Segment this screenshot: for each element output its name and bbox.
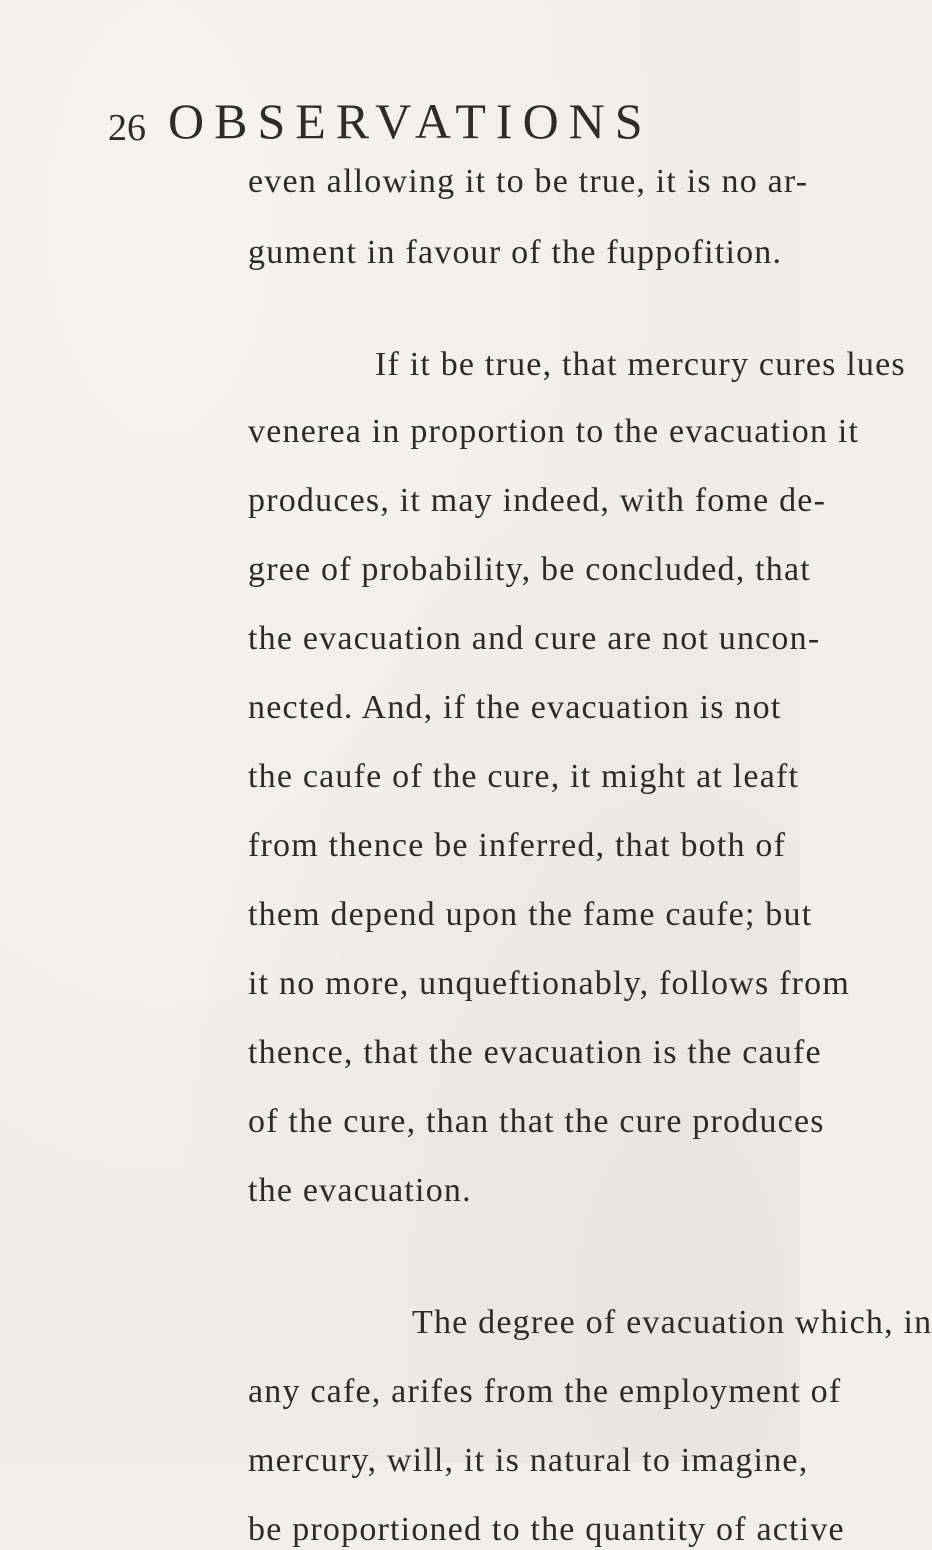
text-line: gument in favour of the fuppofition. <box>248 234 783 271</box>
text-line: from thence be inferred, that both of <box>248 827 787 864</box>
text-line: mercury, will, it is natural to imagine, <box>248 1442 809 1479</box>
text-line: The degree of evacuation which, in <box>412 1304 932 1341</box>
text-line: the caufe of the cure, it might at leaft <box>248 758 800 795</box>
text-line: any cafe, arifes from the employment of <box>248 1373 842 1410</box>
text-line: it no more, unqueftionably, follows from <box>248 965 850 1002</box>
text-line: the evacuation and cure are not uncon- <box>248 620 821 657</box>
running-head: OBSERVATIONS <box>168 93 653 149</box>
text-line: of the cure, than that the cure produces <box>248 1103 825 1140</box>
text-line: If it be true, that mercury cures lues <box>375 346 906 383</box>
text-line: them depend upon the fame caufe; but <box>248 896 813 933</box>
text-line: nected. And, if the evacuation is not <box>248 689 782 726</box>
text-line: be proportioned to the quantity of active <box>248 1511 845 1548</box>
text-line: gree of probability, be concluded, that <box>248 551 811 588</box>
text-line: even allowing it to be true, it is no ar- <box>248 163 809 200</box>
text-line: produces, it may indeed, with fome de- <box>248 482 827 519</box>
text-line: thence, that the evacuation is the caufe <box>248 1034 822 1071</box>
text-line: the evacuation. <box>248 1172 472 1209</box>
page-number: 26 <box>108 107 146 149</box>
text-line: venerea in proportion to the evacuation it <box>248 413 860 450</box>
